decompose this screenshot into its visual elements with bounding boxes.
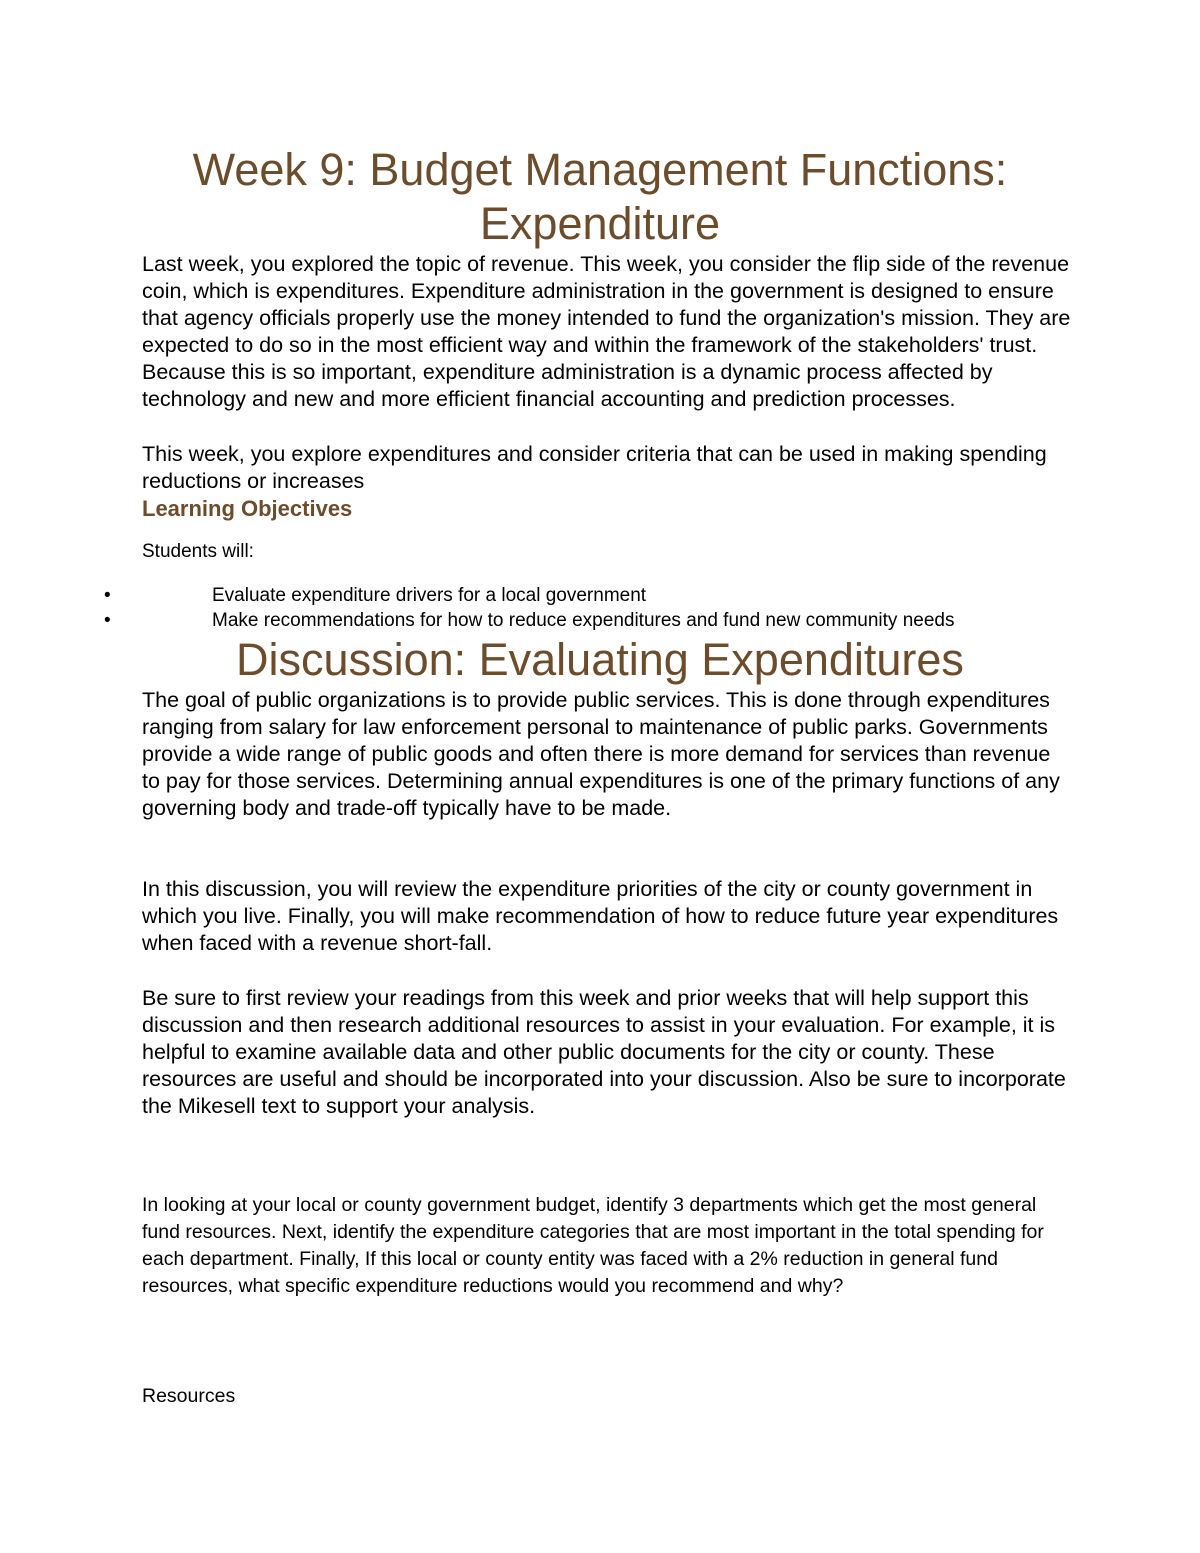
learning-objectives-heading: Learning Objectives [142,496,353,521]
objective-text: Make recommendations for how to reduce expenditures and fund new community needs [212,610,955,631]
discussion-prompt: In looking at your local or county government budget, identify 3 departments which get the most general fund resources. Next, identify the expenditure categories that are most important in the total spending for each department. Finally, If this local or county entity was faced with a 2% reduction in general fund resources, what specific expenditure reductions would you recommend and why? [142,1194,1044,1297]
intro-paragraph-1: Last week, you explored the topic of revenue. This week, you consider the flip side of the revenue coin, which is expenditures. Expenditure administration in the government is designed to ensure that agency officials properly use the money intended to fund the organization's mission. They are expected to do so in the most efficient way and within the framework of the stakeholders' trust. Because this is so important, expenditure administration is a dynamic process affected by technology and new and more efficient financial accounting and prediction processes. [142,252,1071,411]
discussion-paragraph-3: Be sure to first review your readings from this week and prior weeks that will help support this discussion and then research additional resources to assist in your evaluation. For example, it is helpful to examine available data and other public documents for the city or county. These resources are useful and should be incorporated into your discussion. Also be sure to incorporate the Mikesell text to support your analysis. [142,986,1066,1118]
list-item [100,608,1100,633]
page-title: Week 9: Budget Management Functions: Expenditure [192,144,1008,249]
students-will-label: Students will: [142,541,254,562]
list-item [100,583,1100,608]
intro-paragraph-2: This week, you explore expenditures and consider criteria that can be used in making spending reductions or increases [142,442,1047,493]
discussion-heading: Discussion: Evaluating Expenditures [236,634,964,685]
discussion-paragraph-1: The goal of public organizations is to provide public services. This is done through expenditures ranging from salary for law enforcement personal to maintenance of public parks. Governments provide a wide range of public goods and often there is more demand for services than revenue to pay for those services. Determining annual expenditures is one of the primary functions of any governing body and trade-off typically have to be made. [142,688,1060,820]
objectives-list [100,583,1100,633]
bullet-icon: • [104,585,111,606]
bullet-icon: • [104,610,111,631]
objective-text: Evaluate expenditure drivers for a local government [212,585,647,606]
discussion-paragraph-2: In this discussion, you will review the expenditure priorities of the city or county government in which you live. Finally, you will make recommendation of how to reduce future year expenditures when faced with a revenue short-fall. [142,877,1059,955]
resources-label: Resources [142,1385,236,1407]
